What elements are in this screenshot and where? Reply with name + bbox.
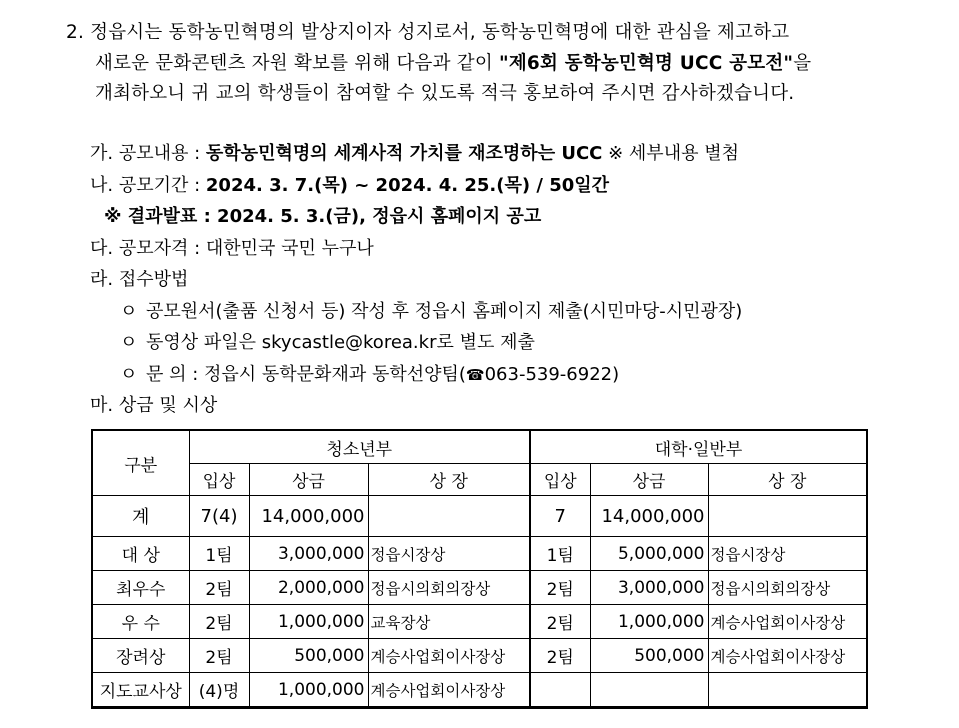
table-row [92,673,867,708]
adult-prize: 1,000,000 [590,605,708,639]
adult-award: 계승사업회이사장상 [708,639,867,673]
item-content-note: ※ 세부내용 별첨 [602,143,739,164]
adult-count: 2팀 [530,605,590,639]
item-result: ※ 결과발표 : 2024. 5. 3.(금), 정읍시 홈페이지 공고 [104,206,542,227]
adult-award [708,496,867,537]
adult-count [530,673,590,708]
intro-line-3: 개최하오니 귀 교의 학생들이 참여할 수 있도록 적극 홍보하여 주시면 감사하겠습니다. [95,83,795,104]
bullet-3-phone: 063-539-6922) [484,363,620,385]
item-content-label: 가. 공모내용 : [90,143,206,164]
youth-prize: 3,000,000 [249,537,368,571]
intro-line-2-end: 을 [793,52,812,74]
item-content [90,138,920,170]
adult-prize: 5,000,000 [590,537,708,571]
bullet-icon: ㅇ [120,300,138,322]
item-prizes: 마. 상금 및 시상 [90,395,218,416]
youth-award: 계승사업회이사장상 [368,673,530,708]
youth-prize: 1,000,000 [249,673,368,708]
adult-award: 정읍시의회의장상 [708,571,867,605]
youth-count: 2팀 [189,571,249,605]
item-submission: 라. 접수방법 [90,269,189,290]
item-period-value: 2024. 3. 7.(목) ~ 2024. 4. 25.(목) / 50일간 [205,174,610,196]
header-adult-award: 상 장 [708,464,867,496]
intro-line-2 [66,49,886,80]
header-youth: 청소년부 [189,430,530,464]
row-category: 최우수 [92,571,189,605]
youth-award: 정읍시의회의장상 [368,571,530,605]
adult-prize: 500,000 [590,639,708,673]
item-content-value: 동학농민혁명의 세계사적 가치를 재조명하는 UCC [205,143,603,164]
table-row [92,605,867,639]
adult-award: 계승사업회이사장상 [708,605,867,639]
adult-count: 2팀 [530,571,590,605]
youth-count: 2팀 [189,605,249,639]
item-period-label: 나. 공모기간 : [90,174,206,196]
table-row [92,571,867,605]
submission-bullet-1 [90,296,920,328]
item-eligibility: 다. 공모자격 : 대한민국 국민 누구나 [90,237,374,259]
prize-table [91,429,868,709]
table-header-row [92,430,867,464]
item-period [90,170,920,202]
youth-count: 7(4) [189,496,249,537]
youth-prize: 500,000 [249,639,368,673]
submission-bullet-3 [90,359,920,391]
youth-count: (4)명 [189,673,249,708]
header-youth-count: 입상 [189,464,249,496]
header-category: 구분 [92,430,189,496]
bullet-2-text: 동영상 파일은 skycastle@korea.kr로 별도 제출 [146,332,535,353]
youth-count: 1팀 [189,537,249,571]
youth-prize: 2,000,000 [249,571,368,605]
table-row [92,537,867,571]
adult-count: 7 [530,496,590,537]
row-category: 계 [92,496,189,537]
table-row [92,496,867,537]
adult-prize: 14,000,000 [590,496,708,537]
bullet-icon: ㅇ [120,332,138,353]
intro-line-1: 2. 정읍시는 동학농민혁명의 발상지이자 성지로서, 동학농민혁명에 대한 관심을 제고하고 [66,22,790,43]
header-youth-award: 상 장 [368,464,530,496]
youth-award: 교육장상 [368,605,530,639]
adult-award: 정읍시장상 [708,537,867,571]
youth-award [368,496,530,537]
youth-count: 2팀 [189,639,249,673]
row-category: 대 상 [92,537,189,571]
intro-line-2-text: 새로운 문화콘텐츠 자원 확보를 위해 다음과 같이 [95,52,499,74]
adult-award [708,673,867,708]
intro-paragraph [66,18,886,110]
contest-details [90,138,920,422]
header-adult-count: 입상 [530,464,590,496]
phone-icon: ☎ [465,365,485,384]
youth-award: 계승사업회이사장상 [368,639,530,673]
header-youth-prize: 상금 [249,464,368,496]
adult-count: 1팀 [530,537,590,571]
adult-prize [590,673,708,708]
bullet-3-text: 문 의 : 정읍시 동학문화재과 동학선양팀( [146,363,466,385]
table-row [92,639,867,673]
header-adult-prize: 상금 [590,464,708,496]
table-subheader-row [92,464,867,496]
row-category: 지도교사상 [92,673,189,708]
submission-bullet-2 [90,327,920,359]
bullet-icon: ㅇ [120,363,138,385]
bullet-1-text: 공모원서(출품 신청서 등) 작성 후 정읍시 홈페이지 제출(시민마당-시민광장) [146,300,743,322]
youth-award: 정읍시장상 [368,537,530,571]
youth-prize: 1,000,000 [249,605,368,639]
adult-count: 2팀 [530,639,590,673]
adult-prize: 3,000,000 [590,571,708,605]
row-category: 우 수 [92,605,189,639]
contest-title: "제6회 동학농민혁명 UCC 공모전" [499,52,794,74]
header-adult: 대학·일반부 [530,430,867,464]
row-category: 장려상 [92,639,189,673]
youth-prize: 14,000,000 [249,496,368,537]
